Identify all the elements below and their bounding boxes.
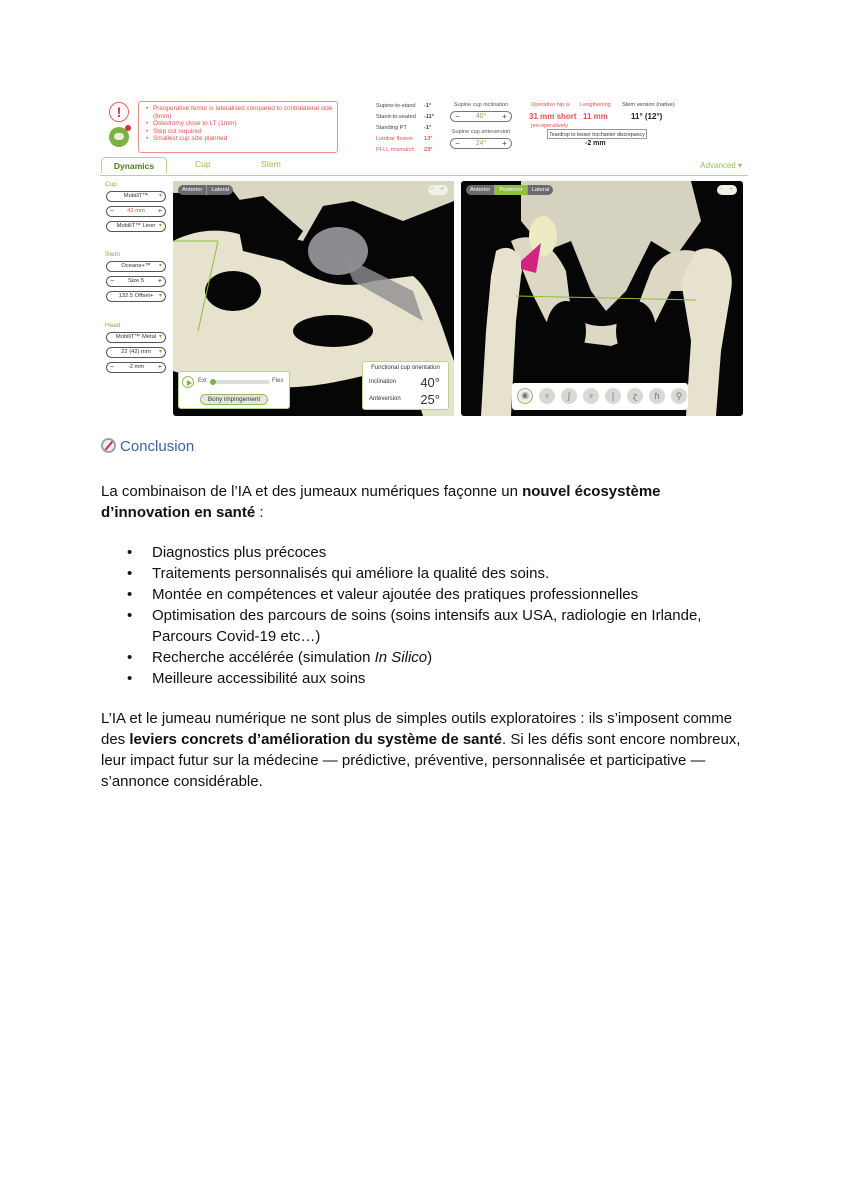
- stem-size-stepper[interactable]: [106, 276, 166, 287]
- lengthening-value: 11 mm: [583, 112, 608, 121]
- view-anterior-button[interactable]: Anterior: [466, 185, 495, 195]
- closing-bold: leviers concrets d’amélioration du système de santé: [129, 731, 503, 748]
- cup-heading: Cup: [105, 181, 117, 188]
- chevron-down-icon: ▾: [158, 223, 162, 229]
- tab-dynamics[interactable]: Dynamics: [101, 157, 167, 174]
- list-item-italic: In Silico: [374, 649, 428, 666]
- functional-cup-orientation-panel: [362, 361, 449, 410]
- intro-text: La combinaison de l’IA et des jumeaux numériques façonne un: [101, 483, 523, 500]
- alert-item: • Osteotomy close to LT (1mm): [153, 120, 333, 128]
- metric-value: -1°: [424, 103, 432, 109]
- pelvis-posterior-render: [461, 181, 743, 416]
- list-item-text: Recherche accélérée (simulation: [152, 649, 375, 666]
- intro-end: :: [255, 504, 264, 521]
- view-toolbar: [512, 383, 688, 410]
- alert-list: [138, 101, 338, 153]
- view-selector[interactable]: [466, 185, 553, 195]
- supine-anteversion-stepper[interactable]: [450, 138, 512, 149]
- supine-inclination-stepper[interactable]: [450, 111, 512, 122]
- metric-value: -1°: [424, 125, 432, 131]
- view-posterior-button[interactable]: Posterior: [495, 185, 527, 195]
- metric-label: Standing PT: [376, 125, 407, 131]
- decrement-button[interactable]: −: [455, 139, 460, 148]
- notification-dot: [125, 125, 131, 131]
- leg-angle-icon[interactable]: ɀ: [627, 388, 643, 404]
- stepper-value: -2 mm: [127, 364, 145, 370]
- discrepancy-value: -2 mm: [585, 140, 606, 147]
- inclination-value: 40°: [420, 375, 440, 390]
- slider-knob[interactable]: [210, 379, 216, 385]
- supine-inclination-label: Supine cup inclination: [453, 102, 509, 108]
- operative-hip-sub: pre-operatively: [531, 123, 568, 129]
- ext-label: Ext: [198, 378, 207, 384]
- select-value: 22 (42) mm: [121, 349, 151, 355]
- operative-hip-label: Operative hip is: [531, 102, 570, 108]
- view-selector[interactable]: [178, 185, 233, 195]
- decrement-button[interactable]: −: [110, 364, 115, 371]
- head-offset-stepper[interactable]: [106, 362, 166, 373]
- metric-value: 23°: [424, 147, 433, 153]
- orientation-title: Functional cup orientation: [371, 365, 440, 371]
- location-pin-icon[interactable]: ⚲: [671, 388, 687, 404]
- motion-slider[interactable]: [210, 380, 270, 384]
- metric-value: -11°: [424, 114, 435, 120]
- anteversion-row: [369, 392, 444, 406]
- list-item-end: ): [427, 649, 433, 666]
- inclination-label: Inclination: [369, 379, 397, 385]
- tab-stem[interactable]: Stem: [261, 159, 281, 169]
- closing-paragraph: [101, 708, 741, 792]
- zoom-control[interactable]: − +: [429, 186, 447, 193]
- select-value: MobiliT™: [123, 193, 149, 199]
- increment-button[interactable]: +: [502, 139, 507, 148]
- decrement-button[interactable]: −: [110, 278, 115, 285]
- increment-button[interactable]: +: [157, 208, 162, 215]
- closing-text-end: . Si les défis sont encore nombreux, leur impact futur sur la médecine — prédictive, préventive, personnalisée et participative — s’annonce considérable.: [101, 731, 741, 790]
- increment-button[interactable]: +: [157, 278, 162, 285]
- view-lateral-button[interactable]: Lateral: [531, 187, 550, 193]
- supine-anteversion-label: Supine cup anteversion: [451, 129, 511, 135]
- metric-label: Supine-to-stand: [376, 103, 416, 109]
- view-anterior-button[interactable]: Anterior: [178, 185, 207, 195]
- metric-value: 13°: [424, 136, 433, 142]
- leg-length-icon[interactable]: ɦ: [649, 388, 665, 404]
- list-item: • Meilleure accessibilité aux soins: [101, 668, 741, 689]
- chevron-down-icon: ▾: [158, 349, 162, 355]
- compass-icon: [101, 438, 116, 453]
- stem-offset-select[interactable]: [106, 291, 166, 302]
- lateral-3d-viewer[interactable]: [173, 181, 454, 416]
- cup-liner-select[interactable]: [106, 221, 166, 232]
- view-lateral-button[interactable]: Lateral: [211, 187, 230, 193]
- anteversion-label: Anteversion: [369, 396, 401, 402]
- increment-button[interactable]: +: [157, 364, 162, 371]
- stem-heading: Stem: [105, 251, 121, 258]
- select-value: 132.5 Offset+: [118, 293, 154, 299]
- chat-bubble: [114, 133, 124, 140]
- alert-icon[interactable]: !: [109, 102, 129, 122]
- select-value: MobiliT™ Liner: [116, 223, 156, 229]
- anteversion-value: 25°: [420, 392, 440, 407]
- intro-bold: nouvel écosystème d’innovation en santé: [101, 483, 661, 521]
- stem-version-label: Stem version (native): [622, 102, 675, 108]
- stepper-value: 24°: [475, 140, 487, 147]
- head-heading: Head: [105, 322, 121, 329]
- head-size-select[interactable]: [106, 347, 166, 358]
- cup-size-stepper[interactable]: [106, 206, 166, 217]
- chevron-down-icon: ▾: [158, 334, 162, 340]
- stepper-value: 40°: [475, 113, 487, 120]
- operative-hip-value: 31 mm short: [529, 112, 577, 121]
- heading-text: Conclusion: [120, 438, 195, 455]
- femur-icon[interactable]: ∫: [561, 388, 577, 404]
- select-value: Oceane+™: [121, 263, 151, 269]
- chevron-down-icon: ▾: [158, 293, 162, 299]
- list-item: • Montée en compétences et valeur ajoutée des pratiques professionnelles: [101, 584, 741, 605]
- flex-label: Flex: [272, 378, 284, 384]
- tab-bar: [100, 157, 748, 176]
- metric-label: Lumbar flexion: [376, 136, 413, 142]
- benefits-list: [101, 542, 741, 689]
- planning-software-screenshot: [100, 98, 748, 418]
- cup-model-select[interactable]: [106, 191, 166, 202]
- zoom-control[interactable]: − +: [718, 186, 736, 193]
- list-item: • Optimisation des parcours de soins (soins intensifs aux USA, radiologie en Irlande, Parcours Covid-19 etc…): [101, 605, 741, 647]
- intro-paragraph: [101, 481, 741, 523]
- stem-model-select[interactable]: [106, 261, 166, 272]
- posterior-3d-viewer[interactable]: [461, 181, 743, 416]
- list-item: • Diagnostics plus précoces: [101, 542, 741, 563]
- metric-label: PI-LL mismatch: [376, 147, 415, 153]
- hip-skeleton-icon[interactable]: ♆: [539, 388, 555, 404]
- decrement-button[interactable]: −: [455, 112, 460, 121]
- lengthening-label: Lengthening: [580, 102, 611, 108]
- motion-panel: [178, 371, 290, 409]
- list-item: [101, 647, 741, 668]
- pelvis-icon[interactable]: ◉: [517, 388, 533, 404]
- stepper-value: 42 mm: [127, 208, 145, 214]
- select-value: MobiliT™ Metal: [115, 334, 157, 340]
- stem-version-value: 11° (12°): [631, 112, 663, 121]
- head-model-select[interactable]: [106, 332, 166, 343]
- hip-skeleton-alt-icon[interactable]: ♆: [583, 388, 599, 404]
- section-heading: [101, 438, 194, 455]
- discrepancy-tooltip: Teardrop to lesser trochanter discrepancy: [547, 129, 647, 139]
- advanced-dropdown[interactable]: Advanced ▾: [700, 161, 742, 170]
- inclination-row: [369, 375, 444, 389]
- alert-item: • Preoperative femur is lateralised compared to contralateral side (8mm): [153, 105, 333, 120]
- closing-text: L’IA et le jumeau numérique ne sont plus de simples outils exploratoires : ils s’imposent comme des: [101, 710, 733, 748]
- list-item: • Traitements personnalisés qui améliore la qualité des soins.: [101, 563, 741, 584]
- decrement-button[interactable]: −: [110, 208, 115, 215]
- stem-icon[interactable]: |: [605, 388, 621, 404]
- play-icon[interactable]: [182, 376, 194, 388]
- tab-cup[interactable]: Cup: [195, 159, 211, 169]
- chevron-down-icon: ▾: [158, 193, 162, 199]
- alert-item: • Smallest cup size planned: [153, 135, 333, 143]
- bony-impingement-button[interactable]: Bony impingement: [200, 394, 268, 405]
- stepper-value: Size 5: [127, 278, 145, 284]
- chat-icon[interactable]: [109, 127, 129, 147]
- increment-button[interactable]: +: [502, 112, 507, 121]
- chevron-down-icon: ▾: [158, 263, 162, 269]
- alert-item: • Step cut required: [153, 128, 333, 136]
- metric-label: Stand-to-seated: [376, 114, 416, 120]
